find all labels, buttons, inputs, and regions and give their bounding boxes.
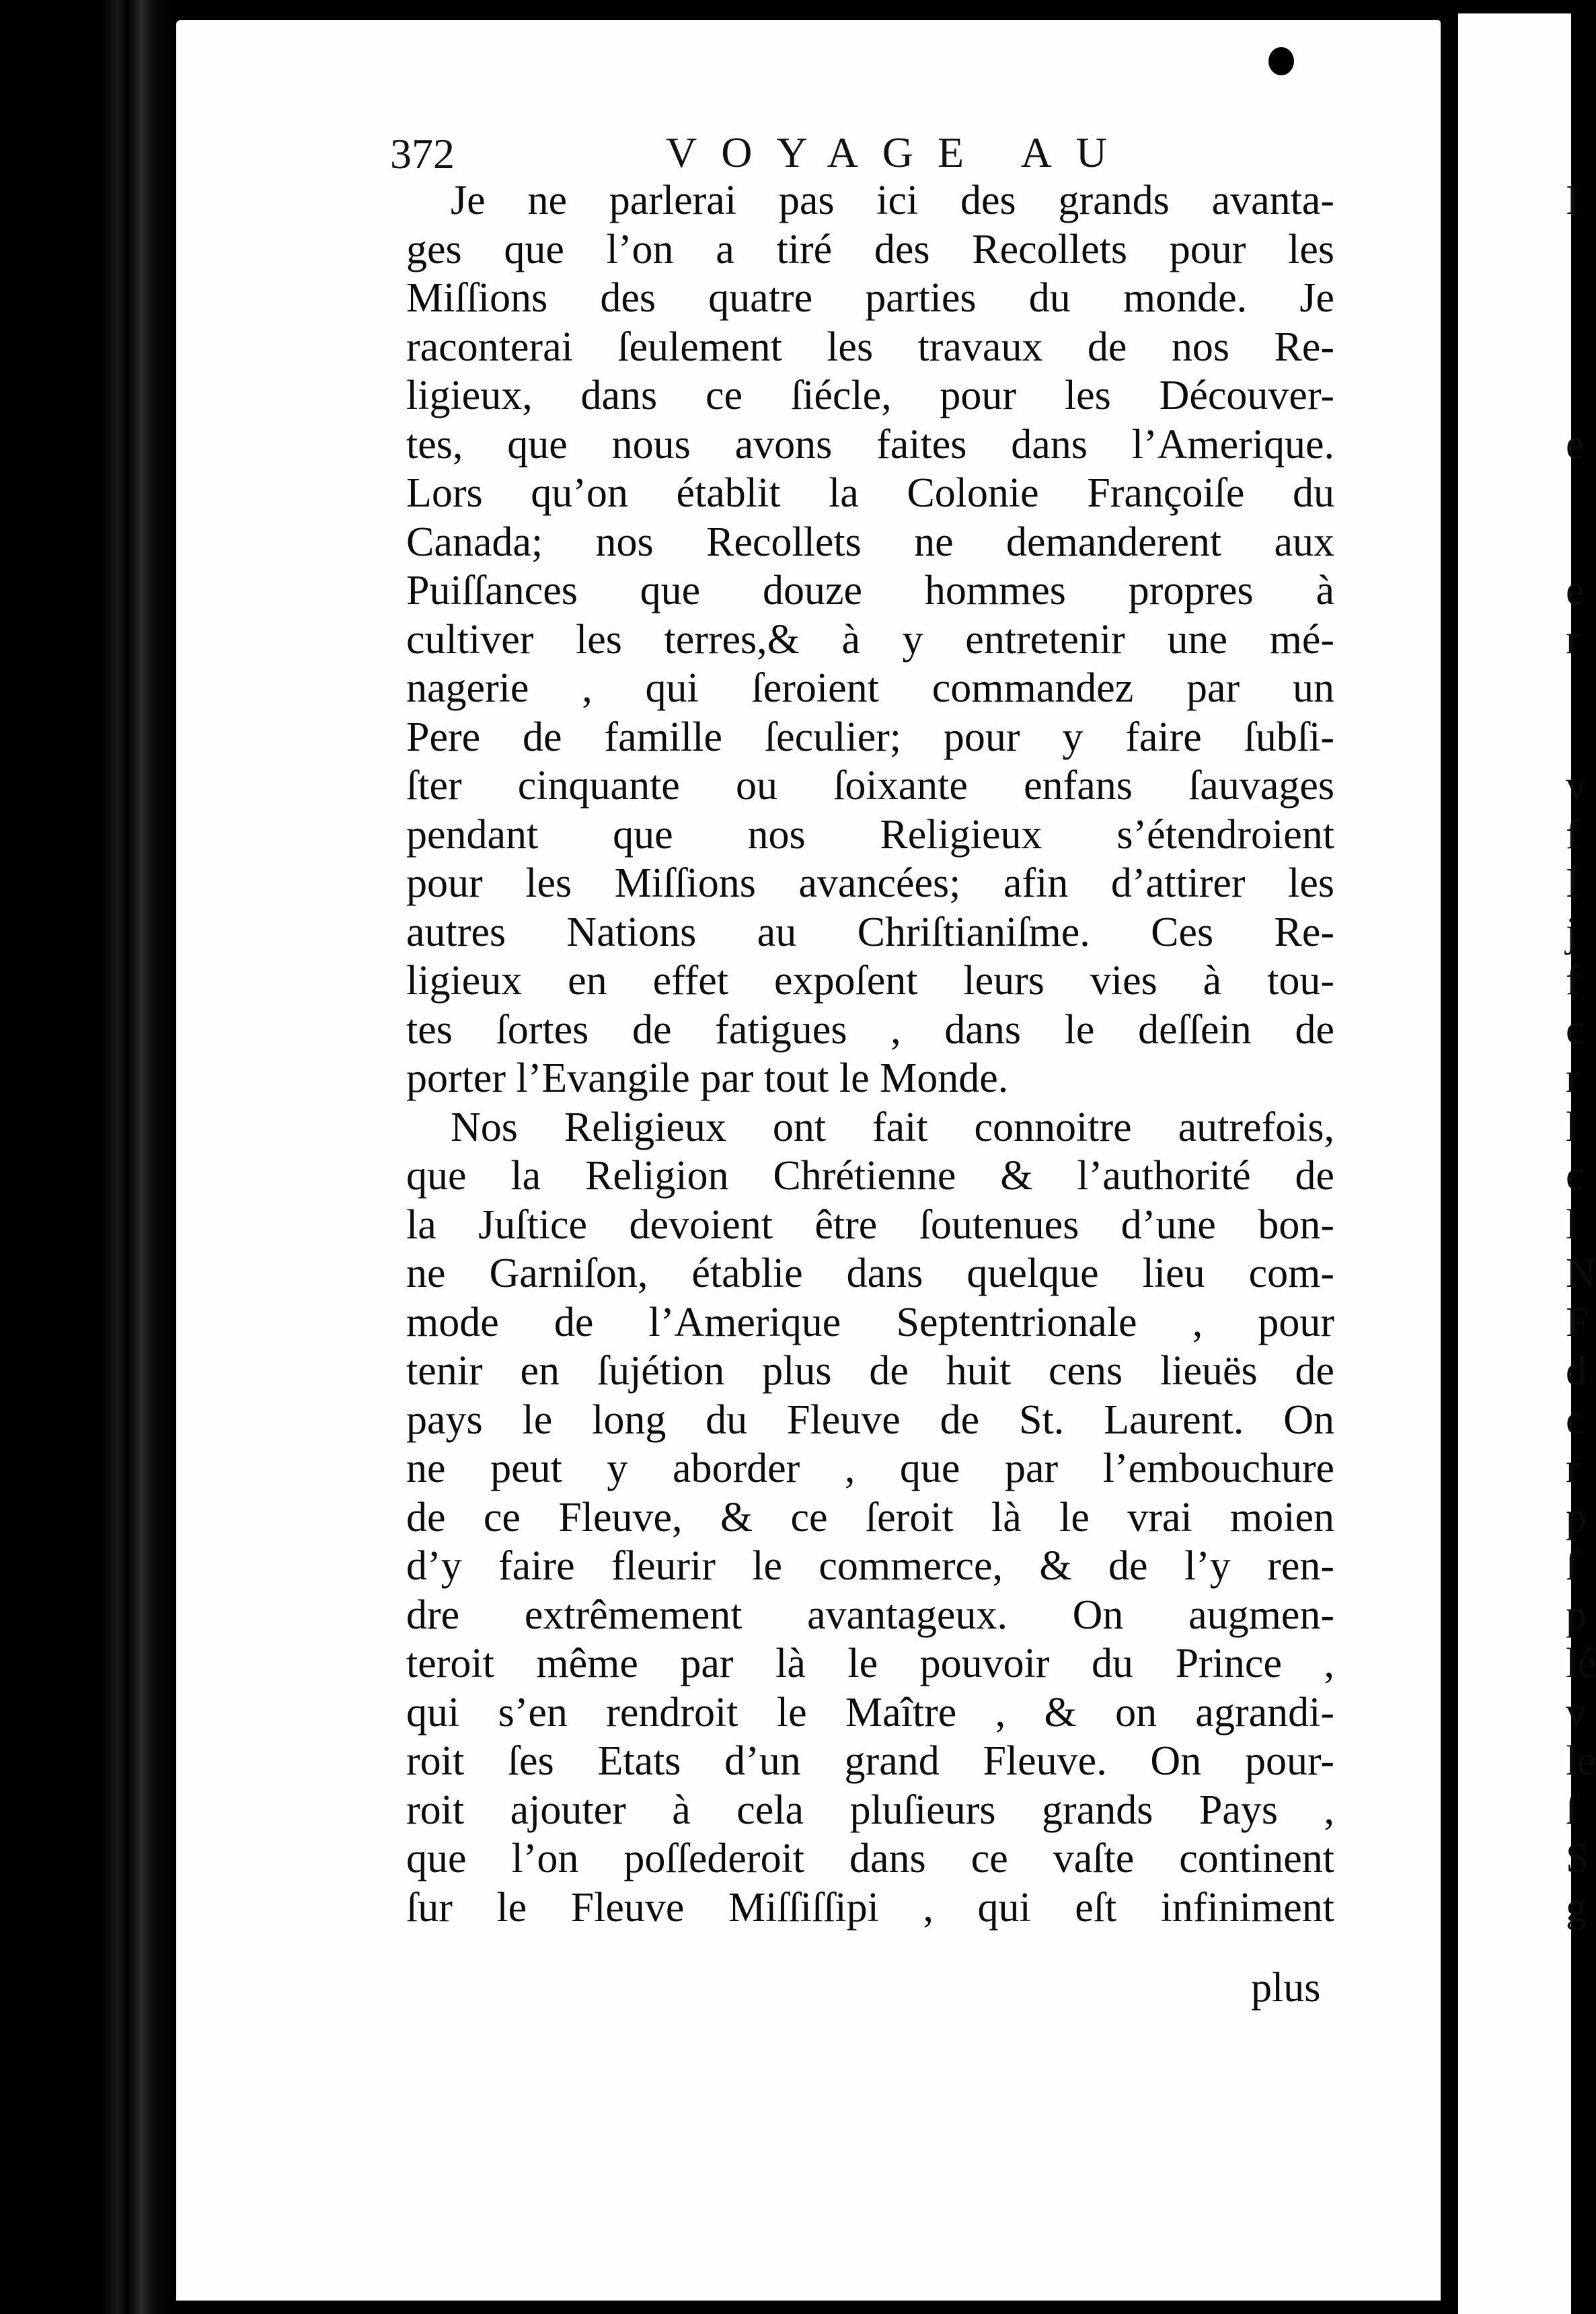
- text-line: qui s’en rendroit le Maître , & on agrandi-: [406, 1689, 1334, 1736]
- running-head: VOYAGE AU: [666, 128, 1131, 176]
- adjacent-line-start: e: [1566, 421, 1585, 468]
- adjacent-line-start: l: [1566, 1104, 1578, 1150]
- text-line: roit ajouter à cela pluſieurs grands Pays ,: [406, 1787, 1334, 1833]
- adjacent-line-start: c: [1566, 1006, 1585, 1053]
- adjacent-page-fragment: [1458, 13, 1596, 2314]
- text-line: que l’on poſſederoit dans ce vaſte continent: [406, 1836, 1334, 1881]
- text-line: Puiſſances que douze hommes propres à: [406, 568, 1334, 613]
- adjacent-line-start: p: [1566, 1592, 1587, 1638]
- adjacent-line-start: [1558, 469, 1596, 518]
- text-line: ligieux en effet expoſent leurs vies à tou-: [406, 958, 1334, 1004]
- text-line: la Juſtice devoient être ſoutenues d’une bon-: [406, 1201, 1334, 1248]
- text-line: dre extrêmement avantageux. On augmen-: [406, 1592, 1334, 1638]
- text-line: Canada; nos Recollets ne demanderent aux: [406, 519, 1334, 565]
- text-line: tenir en ſujétion plus de huit cens lieuës de: [406, 1348, 1334, 1394]
- text-line: ne peut y aborder , que par l’embouchure: [406, 1446, 1334, 1491]
- adjacent-line-start: [1558, 323, 1596, 372]
- page-number: 372: [390, 130, 455, 178]
- text-line: nagerie , qui ſeroient commandez par un: [406, 665, 1334, 711]
- adjacent-line-start: ſ: [1566, 1787, 1578, 1833]
- adjacent-line-start: I: [1566, 178, 1580, 223]
- adjacent-line-start: r: [1566, 1446, 1580, 1491]
- text-line: tes, que nous avons faites dans l’Amerique.: [406, 421, 1334, 468]
- text-line: ges que l’on a tiré des Recollets pour les: [406, 226, 1334, 272]
- adjacent-line-start: F: [1566, 1299, 1589, 1345]
- adjacent-line-start: I: [1566, 860, 1580, 906]
- body-text: [406, 176, 1334, 1932]
- text-line: pays le long du Fleuve de St. Laurent. On: [406, 1396, 1334, 1443]
- text-line: Miſſions des quatre parties du monde. Je: [406, 275, 1334, 321]
- text-line: Pere de famille ſeculier; pour y faire ſubſi-: [406, 714, 1334, 760]
- adjacent-line-start: l: [1566, 1201, 1578, 1248]
- adjacent-line-start: v: [1566, 1689, 1587, 1736]
- adjacent-line-start: [1558, 371, 1596, 420]
- adjacent-line-start: e: [1566, 568, 1585, 613]
- adjacent-line-start: [1558, 225, 1596, 274]
- text-line: pendant que nos Religieux s’étendroient: [406, 811, 1334, 858]
- book-spine-edge: [0, 0, 175, 2314]
- catchword: plus: [1251, 1965, 1321, 2011]
- adjacent-line-start: [1558, 664, 1596, 713]
- adjacent-line-start: f: [1566, 811, 1580, 858]
- adjacent-line-start: [1558, 274, 1596, 323]
- ink-spot: [1268, 47, 1294, 75]
- adjacent-line-start: j: [1566, 909, 1578, 955]
- adjacent-line-start: v: [1566, 763, 1587, 809]
- adjacent-line-start: p: [1566, 1494, 1587, 1540]
- text-line: d’y faire fleurir le commerce, & de l’y ren-: [406, 1543, 1334, 1589]
- text-line: cultiver les terres,& à y entretenir une mé-: [406, 616, 1334, 663]
- text-line: Je ne parlerai pas ici des grands avanta-: [451, 178, 1334, 223]
- adjacent-line-start: [1558, 713, 1596, 762]
- adjacent-line-start: S: [1566, 1836, 1589, 1881]
- adjacent-line-start: le: [1566, 1738, 1596, 1784]
- adjacent-page-line-starts: [1558, 176, 1596, 1932]
- text-line: ſur le Fleuve Miſſiſſipi , qui eſt infiniment: [406, 1884, 1334, 1931]
- adjacent-line-start: c: [1566, 1396, 1585, 1443]
- adjacent-line-start: lé: [1566, 1641, 1596, 1686]
- text-line: roit ſes Etats d’un grand Fleuve. On pour-: [406, 1738, 1334, 1784]
- adjacent-line-start: f: [1566, 958, 1580, 1004]
- adjacent-line-start: c: [1566, 1153, 1585, 1199]
- text-line: que la Religion Chrétienne & l’authorité de: [406, 1153, 1334, 1199]
- text-line: Nos Religieux ont fait connoitre autrefois,: [451, 1104, 1334, 1150]
- text-line: teroit même par là le pouvoir du Prince ,: [406, 1641, 1334, 1686]
- text-line: autres Nations au Chriſtianiſme. Ces Re-: [406, 909, 1334, 955]
- text-line: mode de l’Amerique Septentrionale , pour: [406, 1299, 1334, 1345]
- adjacent-line-start: r: [1566, 1055, 1580, 1101]
- text-line: porter l’Evangile par tout le Monde.: [406, 1055, 1009, 1101]
- adjacent-line-start: d: [1566, 1348, 1587, 1394]
- adjacent-line-start: [1558, 518, 1596, 567]
- adjacent-line-start: r: [1566, 616, 1580, 663]
- text-line: ſter cinquante ou ſoixante enfans ſauvages: [406, 763, 1334, 809]
- text-line: de ce Fleuve, & ce ſeroit là le vrai moien: [406, 1494, 1334, 1540]
- page-gutter: [1441, 0, 1458, 2314]
- text-line: Lors qu’on établit la Colonie Françoiſe du: [406, 470, 1334, 516]
- adjacent-line-start: N: [1566, 1251, 1596, 1296]
- adjacent-line-start: ſ: [1566, 1543, 1578, 1589]
- adjacent-line-start: g: [1566, 1884, 1587, 1931]
- text-line: raconterai ſeulement les travaux de nos Re-: [406, 324, 1334, 370]
- text-line: pour les Miſſions avancées; afin d’attirer les: [406, 860, 1334, 906]
- text-line: ligieux, dans ce ſiécle, pour les Découver-: [406, 373, 1334, 418]
- text-line: ne Garniſon, établie dans quelque lieu com-: [406, 1251, 1334, 1296]
- text-line: tes ſortes de fatigues , dans le deſſein de: [406, 1006, 1334, 1053]
